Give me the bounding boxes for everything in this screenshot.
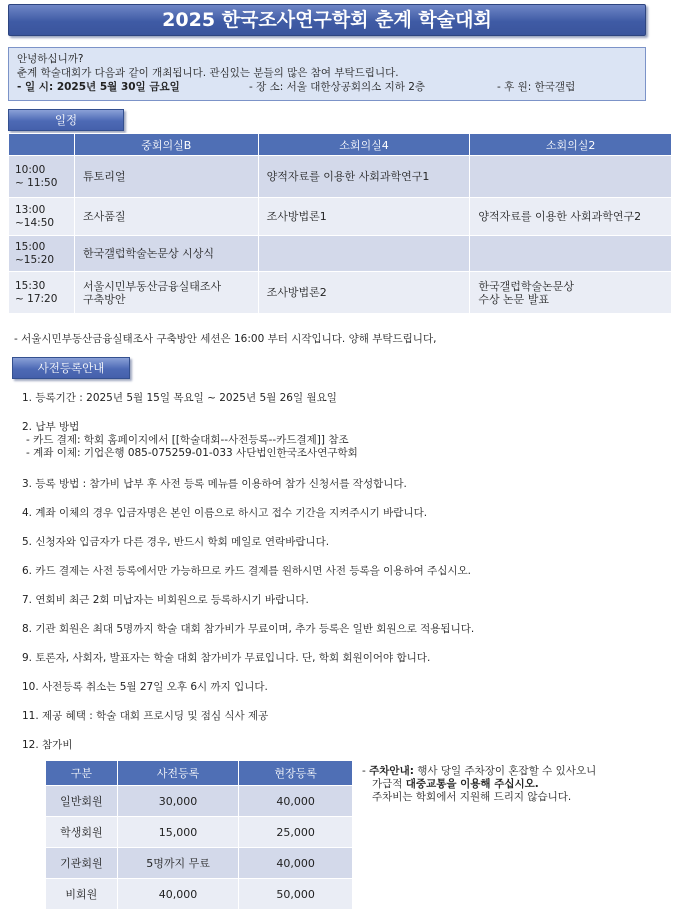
session-title: 한국갤럽학술논문상 [478, 279, 574, 293]
schedule-table [8, 133, 672, 314]
reg-item-5: 5. 신청자와 입금자가 다른 경우, 반드시 학회 메일로 연락바랍니다. [22, 536, 330, 548]
session-title: 양적자료를 이용한 사회과학연구1 [266, 170, 430, 183]
parking-line-1: - 주차안내: 행사 당일 주차장이 혼잡할 수 있사오니 [362, 765, 597, 777]
reg-item-2: 2. 납부 방법 [22, 421, 80, 433]
session-cell [258, 198, 470, 236]
session-title-line2: 수상 논문 발표 [478, 292, 550, 306]
sponsor-label: - 후 원: [497, 81, 532, 93]
session-cell [74, 272, 258, 314]
time-start: 13:00 [15, 203, 46, 216]
place-label: - 장 소: [249, 81, 284, 93]
reg-item-2-transfer: - 계좌 이체: 기업은행 085-075259-01-033 사단법인한국조사연구학회 [26, 447, 358, 459]
reg-item-11: 11. 제공 혜택 : 학술 대회 프로시딩 및 점심 식사 제공 [22, 710, 269, 722]
reg-item-10: 10. 사전등록 취소는 5월 27일 오후 6시 까지 입니다. [22, 681, 268, 693]
fee-row [46, 879, 353, 910]
time-cell [9, 236, 75, 272]
session-title: 서울시민부동산금융실태조사 [82, 279, 222, 293]
parking-text-2-bold: 대중교통을 이용해 주십시오. [405, 778, 539, 790]
date-label: - 일 시: [17, 81, 54, 93]
reg-item-4: 4. 계좌 이체의 경우 입금자명은 본인 이름으로 하시고 접수 기간을 지켜주시기 바랍니다. [22, 507, 428, 519]
parking-text-3: 주차비는 학회에서 지원해 드리지 않습니다. [372, 791, 572, 803]
registration-tab: 사전등록안내 [12, 357, 130, 379]
session-title-line2: 구축방안 [82, 292, 126, 306]
schedule-row [9, 156, 672, 198]
reg-item-7: 7. 연회비 최근 2회 미납자는 비회원으로 등록하시기 바랍니다. [22, 594, 309, 606]
reg-item-3: 3. 등록 방법 : 참가비 납부 후 사전 등록 메뉴를 이용하여 참가 신청서를 작성합니다. [22, 478, 407, 490]
reg-item-2-card: - 카드 결제: 학회 홈페이지에서 [[학술대회--사전등록--카드결제]] 참조 [26, 434, 349, 446]
time-start: 10:00 [15, 163, 46, 176]
time-cell [9, 156, 75, 198]
time-cell [9, 272, 75, 314]
fee-advance: 40,000 [117, 879, 239, 910]
time-end: ~ 17:20 [15, 292, 58, 305]
schedule-tab: 일정 [8, 109, 124, 131]
page-title: 2025 한국조사연구학회 춘계 학술대회 [8, 4, 646, 36]
date-value: 2025년 5월 30일 금요일 [56, 81, 180, 93]
parking-label: 주차안내: [369, 765, 414, 777]
fee-row [46, 786, 353, 817]
sponsor-value: 한국갤럽 [534, 81, 576, 93]
schedule-header-time [9, 134, 75, 156]
fee-category: 기관회원 [46, 848, 118, 879]
event-details [17, 80, 637, 94]
session-title: 조사품질 [82, 210, 126, 223]
fee-onsite: 50,000 [239, 879, 353, 910]
fee-category: 학생회원 [46, 817, 118, 848]
parking-text-2-prefix: 가급적 [372, 778, 406, 790]
reg-item-9: 9. 토론자, 사회자, 발표자는 학술 대회 참가비가 무료입니다. 단, 학회 회원이어야 합니다. [22, 652, 431, 664]
session-cell [74, 156, 258, 198]
schedule-row [9, 236, 672, 272]
schedule-header-room-b: 중회의실B [74, 134, 258, 156]
session-cell [470, 198, 672, 236]
fee-row [46, 848, 353, 879]
session-title: 한국갤럽학술논문상 시상식 [82, 247, 214, 260]
time-end: ~ 11:50 [15, 176, 58, 189]
fee-onsite: 40,000 [239, 848, 353, 879]
reg-item-12: 12. 참가비 [22, 739, 73, 751]
schedule-header-room-2: 소회의실2 [470, 134, 672, 156]
time-end: ~15:20 [15, 253, 55, 266]
parking-notice [362, 765, 662, 804]
session-title: 양적자료를 이용한 사회과학연구2 [478, 210, 642, 223]
schedule-row [9, 272, 672, 314]
fee-header-onsite: 현장등록 [239, 761, 353, 786]
parking-text-1: 행사 당일 주차장이 혼잡할 수 있사오니 [413, 765, 597, 777]
session-cell [258, 236, 470, 272]
fee-onsite: 25,000 [239, 817, 353, 848]
fee-table [45, 760, 353, 910]
session-cell [74, 198, 258, 236]
time-end: ~14:50 [15, 216, 55, 229]
fee-header-advance: 사전등록 [117, 761, 239, 786]
fee-header-row [46, 761, 353, 786]
session-cell [470, 156, 672, 198]
time-cell [9, 198, 75, 236]
intro-message: 춘계 학술대회가 다음과 같이 개최됩니다. 관심있는 분들의 많은 참여 부탁드립니다. [17, 67, 399, 79]
fee-onsite: 40,000 [239, 786, 353, 817]
session-cell [74, 236, 258, 272]
intro-box [8, 47, 646, 101]
fee-header-category: 구분 [46, 761, 118, 786]
reg-item-6: 6. 카드 결제는 사전 등록에서만 가능하므로 카드 결제를 원하시면 사전 등록을 이용하여 주십시오. [22, 565, 471, 577]
time-start: 15:00 [15, 240, 46, 253]
session-cell [470, 236, 672, 272]
parking-line-2 [362, 778, 662, 791]
session-cell [470, 272, 672, 314]
fee-category: 비회원 [46, 879, 118, 910]
reg-item-8: 8. 기관 회원은 최대 5명까지 학술 대회 참가비가 무료이며, 추가 등록은 일반 회원으로 적용됩니다. [22, 623, 475, 635]
fee-advance: 30,000 [117, 786, 239, 817]
schedule-header-row [9, 134, 672, 156]
place-value: 서울 대한상공회의소 지하 2층 [286, 81, 426, 93]
fee-row [46, 817, 353, 848]
time-start: 15:30 [15, 279, 46, 292]
session-title: 조사방법론2 [266, 286, 327, 299]
session-cell [258, 156, 470, 198]
greeting-text: 안녕하십니까? [17, 53, 84, 65]
schedule-header-room-4: 소회의실4 [258, 134, 470, 156]
fee-category: 일반회원 [46, 786, 118, 817]
session-title: 튜토리얼 [82, 170, 126, 183]
schedule-note: - 서울시민부동산금융실태조사 구축방안 세션은 16:00 부터 시작입니다. 양해 부탁드립니다, [14, 333, 437, 345]
session-title: 조사방법론1 [266, 210, 327, 223]
reg-item-1: 1. 등록기간 : 2025년 5월 15일 목요일 ~ 2025년 5월 26일 월요일 [22, 392, 337, 404]
session-cell [258, 272, 470, 314]
fee-advance: 15,000 [117, 817, 239, 848]
schedule-row [9, 198, 672, 236]
fee-advance: 5명까지 무료 [117, 848, 239, 879]
